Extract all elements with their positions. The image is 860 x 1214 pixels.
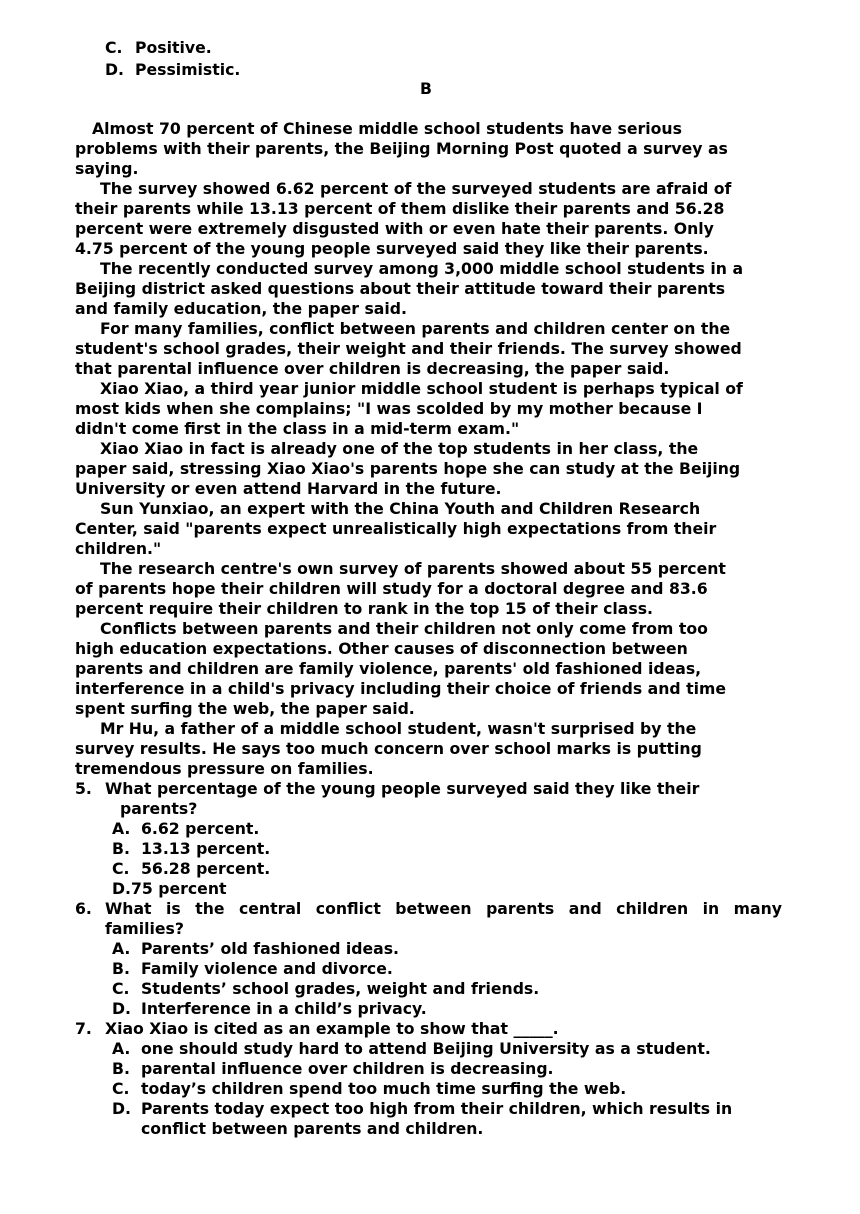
option-text: 6.62 percent.	[141, 819, 260, 838]
option-letter: B.	[112, 1059, 130, 1078]
passage-line: survey results. He says too much concern over school marks is putting	[75, 739, 702, 758]
q7-option-d	[112, 1099, 732, 1119]
option-letter: A.	[112, 939, 131, 958]
prev-option-c	[105, 38, 212, 58]
option-text: Parents today expect too high from their children, which results in	[141, 1099, 733, 1118]
passage-line: For many families, conflict between parents and children center on the	[100, 319, 731, 338]
passage-line: percent require their children to rank in the top 15 of their class.	[75, 599, 654, 618]
passage-line: Xiao Xiao, a third year junior middle school student is perhaps typical of	[100, 379, 743, 398]
passage-line: 4.75 percent of the young people surveyed said they like their parents.	[75, 239, 709, 258]
passage-line: University or even attend Harvard in the future.	[75, 479, 502, 498]
passage-line: The research centre's own survey of parents showed about 55 percent	[100, 559, 726, 578]
question-number: 5.	[75, 779, 92, 798]
q5-option-b	[112, 839, 270, 859]
option-text: 56.28 percent.	[141, 859, 271, 878]
passage-line: didn't come first in the class in a mid-term exam."	[75, 419, 520, 438]
q5-option-d: D.75 percent	[112, 879, 227, 898]
q7-option-a	[112, 1039, 711, 1059]
option-letter: C.	[105, 38, 123, 57]
option-letter: A.	[112, 819, 131, 838]
option-text: 13.13 percent.	[141, 839, 271, 858]
option-text: Students’ school grades, weight and friends.	[141, 979, 540, 998]
q6-option-a	[112, 939, 399, 959]
passage-line: paper said, stressing Xiao Xiao's parents hope she can study at the Beijing	[75, 459, 741, 478]
passage-line: problems with their parents, the Beijing Morning Post quoted a survey as	[75, 139, 728, 158]
option-text: parental influence over children is decreasing.	[141, 1059, 554, 1078]
question-stem: What percentage of the young people surveyed said they like their	[105, 779, 700, 798]
option-letter: D.	[112, 999, 131, 1018]
passage-line: The recently conducted survey among 3,000 middle school students in a	[100, 259, 744, 278]
q6-option-b	[112, 959, 393, 979]
option-text: Family violence and divorce.	[141, 959, 393, 978]
passage-line: Beijing district asked questions about their attitude toward their parents	[75, 279, 726, 298]
passage-line: of parents hope their children will study for a doctoral degree and 83.6	[75, 579, 708, 598]
passage-line: Center, said "parents expect unrealistically high expectations from their	[75, 519, 717, 538]
passage-line: student's school grades, their weight and their friends. The survey showed	[75, 339, 742, 358]
question-stem: What is the central conflict between parents and children in many	[105, 899, 782, 918]
passage-line: spent surfing the web, the paper said.	[75, 699, 415, 718]
passage-line: Mr Hu, a father of a middle school student, wasn't surprised by the	[100, 719, 697, 738]
question-stem: parents?	[120, 799, 198, 818]
option-text: Interference in a child’s privacy.	[141, 999, 427, 1018]
passage-line: most kids when she complains; "I was scolded by my mother because I	[75, 399, 703, 418]
q6-option-d	[112, 999, 427, 1019]
passage-line: Sun Yunxiao, an expert with the China Youth and Children Research	[100, 499, 701, 518]
option-letter: D.	[105, 60, 124, 79]
option-text: one should study hard to attend Beijing University as a student.	[141, 1039, 711, 1058]
passage-line: Conflicts between parents and their children not only come from too	[100, 619, 708, 638]
question-stem: families?	[105, 919, 184, 938]
question-stem: Xiao Xiao is cited as an example to show that _____.	[105, 1019, 559, 1038]
option-letter: C.	[112, 859, 130, 878]
passage-line: saying.	[75, 159, 139, 178]
passage-line: high education expectations. Other causes of disconnection between	[75, 639, 688, 658]
option-letter: C.	[112, 1079, 130, 1098]
passage-line: parents and children are family violence, parents' old fashioned ideas,	[75, 659, 702, 678]
passage-line: Xiao Xiao in fact is already one of the top students in her class, the	[100, 439, 699, 458]
q7-option-d-continuation: conflict between parents and children.	[141, 1119, 484, 1138]
q5-option-c	[112, 859, 270, 879]
question-number: 6.	[75, 899, 92, 918]
prev-option-d	[105, 60, 240, 80]
passage-line: their parents while 13.13 percent of them dislike their parents and 56.28	[75, 199, 725, 218]
option-text: Positive.	[135, 38, 212, 57]
option-letter: B.	[112, 839, 130, 858]
option-text: Pessimistic.	[135, 60, 241, 79]
q7-option-c	[112, 1079, 626, 1099]
passage-line: children."	[75, 539, 162, 558]
option-letter: A.	[112, 1039, 131, 1058]
q6-option-c	[112, 979, 539, 999]
option-letter: B.	[112, 959, 130, 978]
q5-option-a	[112, 819, 259, 839]
passage-line: tremendous pressure on families.	[75, 759, 374, 778]
q7-option-b	[112, 1059, 554, 1079]
option-letter: D.	[112, 1099, 131, 1118]
option-text: today’s children spend too much time surfing the web.	[141, 1079, 627, 1098]
question-number: 7.	[75, 1019, 92, 1038]
passage-line: The survey showed 6.62 percent of the surveyed students are afraid of	[100, 179, 732, 198]
passage-line: Almost 70 percent of Chinese middle school students have serious	[92, 119, 682, 138]
section-label: B	[420, 79, 432, 98]
option-letter: C.	[112, 979, 130, 998]
passage-line: interference in a child's privacy including their choice of friends and time	[75, 679, 726, 698]
option-text: Parents’ old fashioned ideas.	[141, 939, 400, 958]
passage-line: and family education, the paper said.	[75, 299, 407, 318]
passage-line: percent were extremely disgusted with or even hate their parents. Only	[75, 219, 714, 238]
passage-line: that parental influence over children is decreasing, the paper said.	[75, 359, 670, 378]
